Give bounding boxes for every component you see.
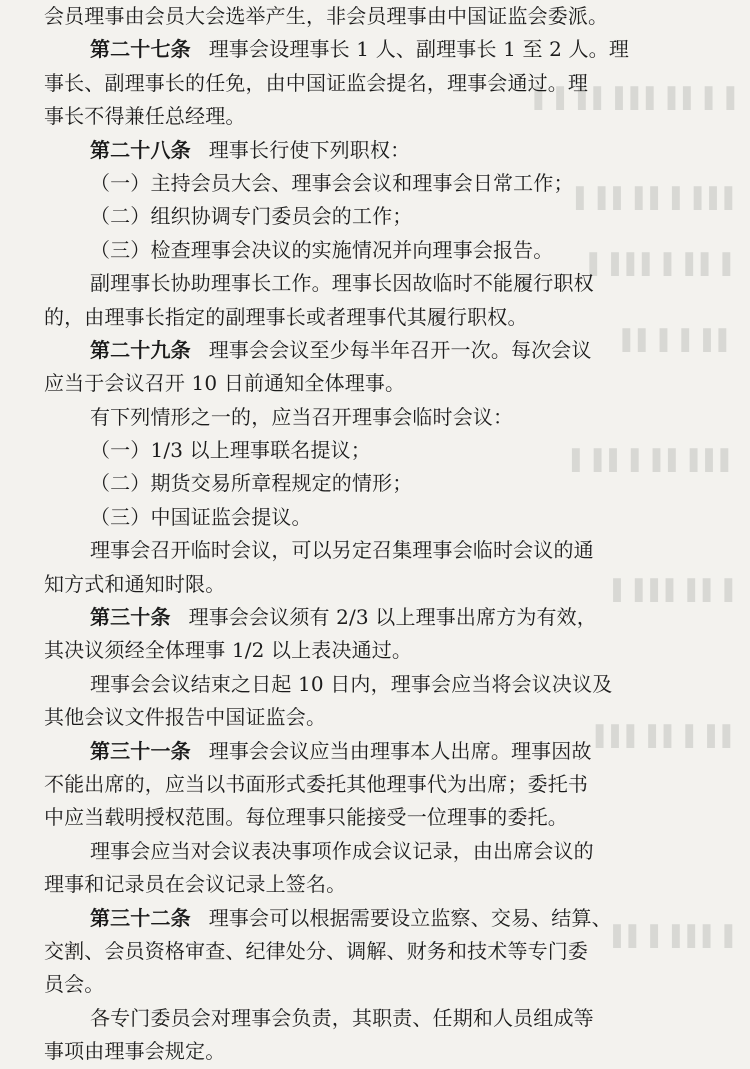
paragraph-line	[44, 401, 712, 434]
text-line	[44, 67, 712, 100]
list-item	[44, 234, 712, 267]
line-text: 理事和记录员在会议记录上签名。	[44, 872, 347, 897]
line-text: 其决议须经全体理事 1/2 以上表决通过。	[44, 638, 413, 663]
text-line	[44, 301, 712, 334]
text-line	[44, 634, 712, 667]
list-item	[44, 501, 712, 534]
line-text: 不能出席的，应当以书面形式委托其他理事代为出席；委托书	[44, 771, 589, 796]
text-line	[44, 1035, 712, 1068]
article-number: 第二十七条	[90, 37, 191, 62]
list-item-text: （三）检查理事会决议的实施情况并向理事会报告。	[90, 237, 554, 262]
document-text	[44, 0, 712, 1069]
line-text: 会员理事由会员大会选举产生，非会员理事由中国证监会委派。	[44, 4, 609, 28]
text-line	[44, 801, 712, 834]
paragraph-line	[44, 835, 712, 868]
article-heading-line	[44, 601, 712, 634]
text-line	[44, 0, 712, 33]
article-heading-line	[44, 134, 712, 167]
article-text: 理事会设理事长 1 人、副理事长 1 至 2 人。理	[208, 37, 629, 62]
list-item	[44, 200, 712, 233]
article-text: 理事会会议应当由理事本人出席。理事因故	[208, 738, 592, 763]
text-line	[44, 768, 712, 801]
article-number: 第三十条	[90, 605, 171, 630]
paragraph-text: 各专门委员会对理事会负责，其职责、任期和人员组成等	[90, 1005, 594, 1030]
article-text: 理事会会议须有 2/3 以上理事出席方为有效，	[188, 605, 597, 630]
back-page-bleed-through: ▌ ▌ ▌▌ ▌▌▌ ▌▌ ▌ ▌ ▌▌▌ ▌ ▌▌ ▌▌ ▌ ▌ ▌▌ ▌ ▌▌▌ ▌ ▌▌ ▌ ▌ ▌▌ ▌▌▌ ▌▌ ▌ ▌▌ ▌ ▌ ▌▌ ▌▌▌ ▌ ▌▌ ▌ ▌▌ ▌▌▌ ▌ ▌▌▌ ▌ ▌▌	[526, 86, 734, 948]
text-line	[44, 968, 712, 1001]
list-item-text: （二）组织协调专门委员会的工作；	[90, 204, 413, 229]
list-item-text: （一）1/3 以上理事联名提议；	[90, 438, 371, 463]
line-text: 的，由理事长指定的副理事长或者理事代其履行职权。	[44, 304, 528, 329]
text-line	[44, 100, 712, 133]
paragraph-text: 理事会召开临时会议，可以另定召集理事会临时会议的通	[90, 538, 594, 563]
line-text: 其他会议文件报告中国证监会。	[44, 705, 327, 730]
list-item	[44, 434, 712, 467]
list-item	[44, 467, 712, 500]
paragraph-text: 理事会会议结束之日起 10 日内，理事会应当将会议决议及	[90, 671, 613, 696]
article-heading-line	[44, 735, 712, 768]
text-line	[44, 701, 712, 734]
paragraph-line	[44, 1002, 712, 1035]
line-text: 知方式和通知时限。	[44, 571, 226, 596]
article-heading-line	[44, 334, 712, 367]
article-number: 第二十八条	[90, 137, 191, 162]
list-item-text: （二）期货交易所章程规定的情形；	[90, 471, 413, 496]
article-number: 第三十一条	[90, 738, 191, 763]
paragraph-line	[44, 668, 712, 701]
list-item-text: （一）主持会员大会、理事会会议和理事会日常工作；	[90, 170, 574, 195]
paragraph-text: 副理事长协助理事长工作。理事长因故临时不能履行职权	[90, 271, 594, 296]
text-line	[44, 568, 712, 601]
article-number: 第二十九条	[90, 337, 191, 362]
text-line	[44, 935, 712, 968]
text-line	[44, 367, 712, 400]
article-number: 第三十二条	[90, 905, 191, 930]
line-text: 应当于会议召开 10 日前通知全体理事。	[44, 371, 406, 396]
article-heading-line	[44, 33, 712, 66]
paragraph-line	[44, 267, 712, 300]
line-text: 员会。	[44, 972, 105, 997]
paragraph-text: 理事会应当对会议表决事项作成会议记录，由出席会议的	[90, 838, 594, 863]
article-text: 理事长行使下列职权：	[208, 137, 411, 162]
list-item-text: （三）中国证监会提议。	[90, 504, 312, 529]
paragraph-line	[44, 534, 712, 567]
text-line	[44, 868, 712, 901]
line-text: 事项由理事会规定。	[44, 1039, 226, 1064]
line-text: 交割、会员资格审查、纪律处分、调解、财务和技术等专门委	[44, 938, 589, 963]
line-text: 中应当载明授权范围。每位理事只能接受一位理事的委托。	[44, 805, 568, 830]
article-heading-line	[44, 902, 712, 935]
article-text: 理事会会议至少每半年召开一次。每次会议	[208, 337, 592, 362]
paragraph-text: 有下列情形之一的，应当召开理事会临时会议：	[90, 404, 514, 429]
line-text: 事长不得兼任总经理。	[44, 104, 246, 129]
article-text: 理事会可以根据需要设立监察、交易、结算、	[208, 905, 612, 930]
list-item	[44, 167, 712, 200]
line-text: 事长、副理事长的任免，由中国证监会提名，理事会通过。理	[44, 70, 589, 95]
